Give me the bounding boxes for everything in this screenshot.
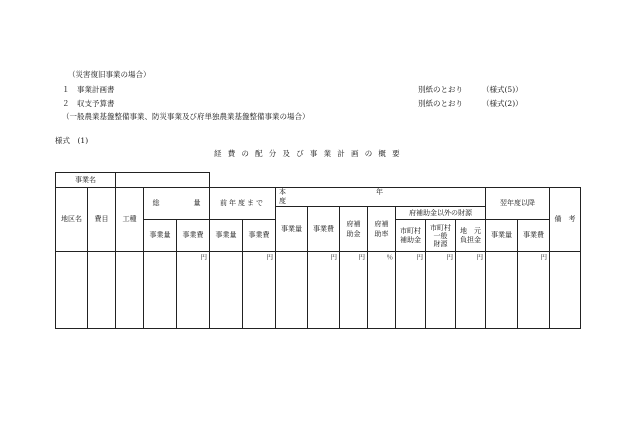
local-burden-header: 地 元 負担金	[456, 220, 486, 252]
this-year-header: 本 年度	[276, 188, 486, 207]
form-title: 経費の配分及び事業計画の概要	[214, 149, 406, 158]
work-type-header: 工種	[116, 188, 144, 252]
next-quantity-cell[interactable]	[486, 252, 518, 329]
area-name-header: 地区名	[56, 188, 88, 252]
plan-table	[55, 172, 581, 329]
municipal-general-header: 市町村 一般 財源	[426, 220, 456, 252]
pref-subsidy-rate-cell[interactable]: ％	[368, 252, 396, 329]
total-cost-cell[interactable]: 円	[177, 252, 210, 329]
total-cost-sub: 事業費	[177, 220, 210, 252]
municipal-subsidy-cell[interactable]: 円	[396, 252, 426, 329]
this-year-quantity-header: 事業量	[276, 207, 308, 252]
item2-form: （様式(2)）	[482, 99, 523, 108]
municipal-subsidy-header: 市町村 補助金	[396, 220, 426, 252]
total-quantity-sub: 事業量	[144, 220, 177, 252]
expense-item-header: 費目	[88, 188, 116, 252]
pref-subsidy-rate-header: 府補助率	[368, 207, 396, 252]
prev-quantity-sub: 事業量	[210, 220, 243, 252]
prev-quantity-cell[interactable]	[210, 252, 243, 329]
municipal-general-cell[interactable]: 円	[426, 252, 456, 329]
item2-ref: 別紙のとおり	[418, 99, 463, 108]
pref-subsidy-cell[interactable]: 円	[340, 252, 368, 329]
item2-label: ２ 収支予算書	[62, 99, 115, 108]
general-heading: （一般農業基盤整備事業、防災事業及び府単独農業基盤整備事業の場合）	[62, 112, 310, 121]
this-year-cost-header: 事業費	[308, 207, 340, 252]
remarks-header: 備 考	[550, 188, 581, 252]
project-name-label: 事業名	[56, 173, 116, 188]
item1-label: １ 事業計画書	[62, 85, 115, 94]
this-quantity-cell[interactable]	[276, 252, 308, 329]
this-cost-cell[interactable]: 円	[308, 252, 340, 329]
pref-subsidy-header: 府補助金	[340, 207, 368, 252]
area-name-cell[interactable]	[56, 252, 88, 329]
total-quantity-header: 総 量	[144, 188, 210, 220]
local-burden-cell[interactable]: 円	[456, 252, 486, 329]
expense-item-cell[interactable]	[88, 252, 116, 329]
remarks-cell[interactable]	[550, 252, 581, 329]
prev-cost-sub: 事業費	[243, 220, 276, 252]
total-quantity-cell[interactable]	[144, 252, 177, 329]
other-sources-header: 府補助金以外の財源	[396, 207, 486, 220]
item1-form: （様式(5)）	[482, 85, 523, 94]
form-label: 様式 (1)	[55, 136, 89, 145]
work-type-cell[interactable]	[116, 252, 144, 329]
next-year-header: 翌年度以降	[486, 188, 550, 220]
item1-ref: 別紙のとおり	[418, 85, 463, 94]
project-name-field[interactable]	[116, 173, 210, 188]
next-cost-cell[interactable]: 円	[518, 252, 550, 329]
next-quantity-sub: 事業量	[486, 220, 518, 252]
prev-cost-cell[interactable]: 円	[243, 252, 276, 329]
next-cost-sub: 事業費	[518, 220, 550, 252]
disaster-heading: （災害復旧事業の場合）	[68, 70, 151, 79]
prev-year-header: 前年度まで	[210, 188, 276, 220]
